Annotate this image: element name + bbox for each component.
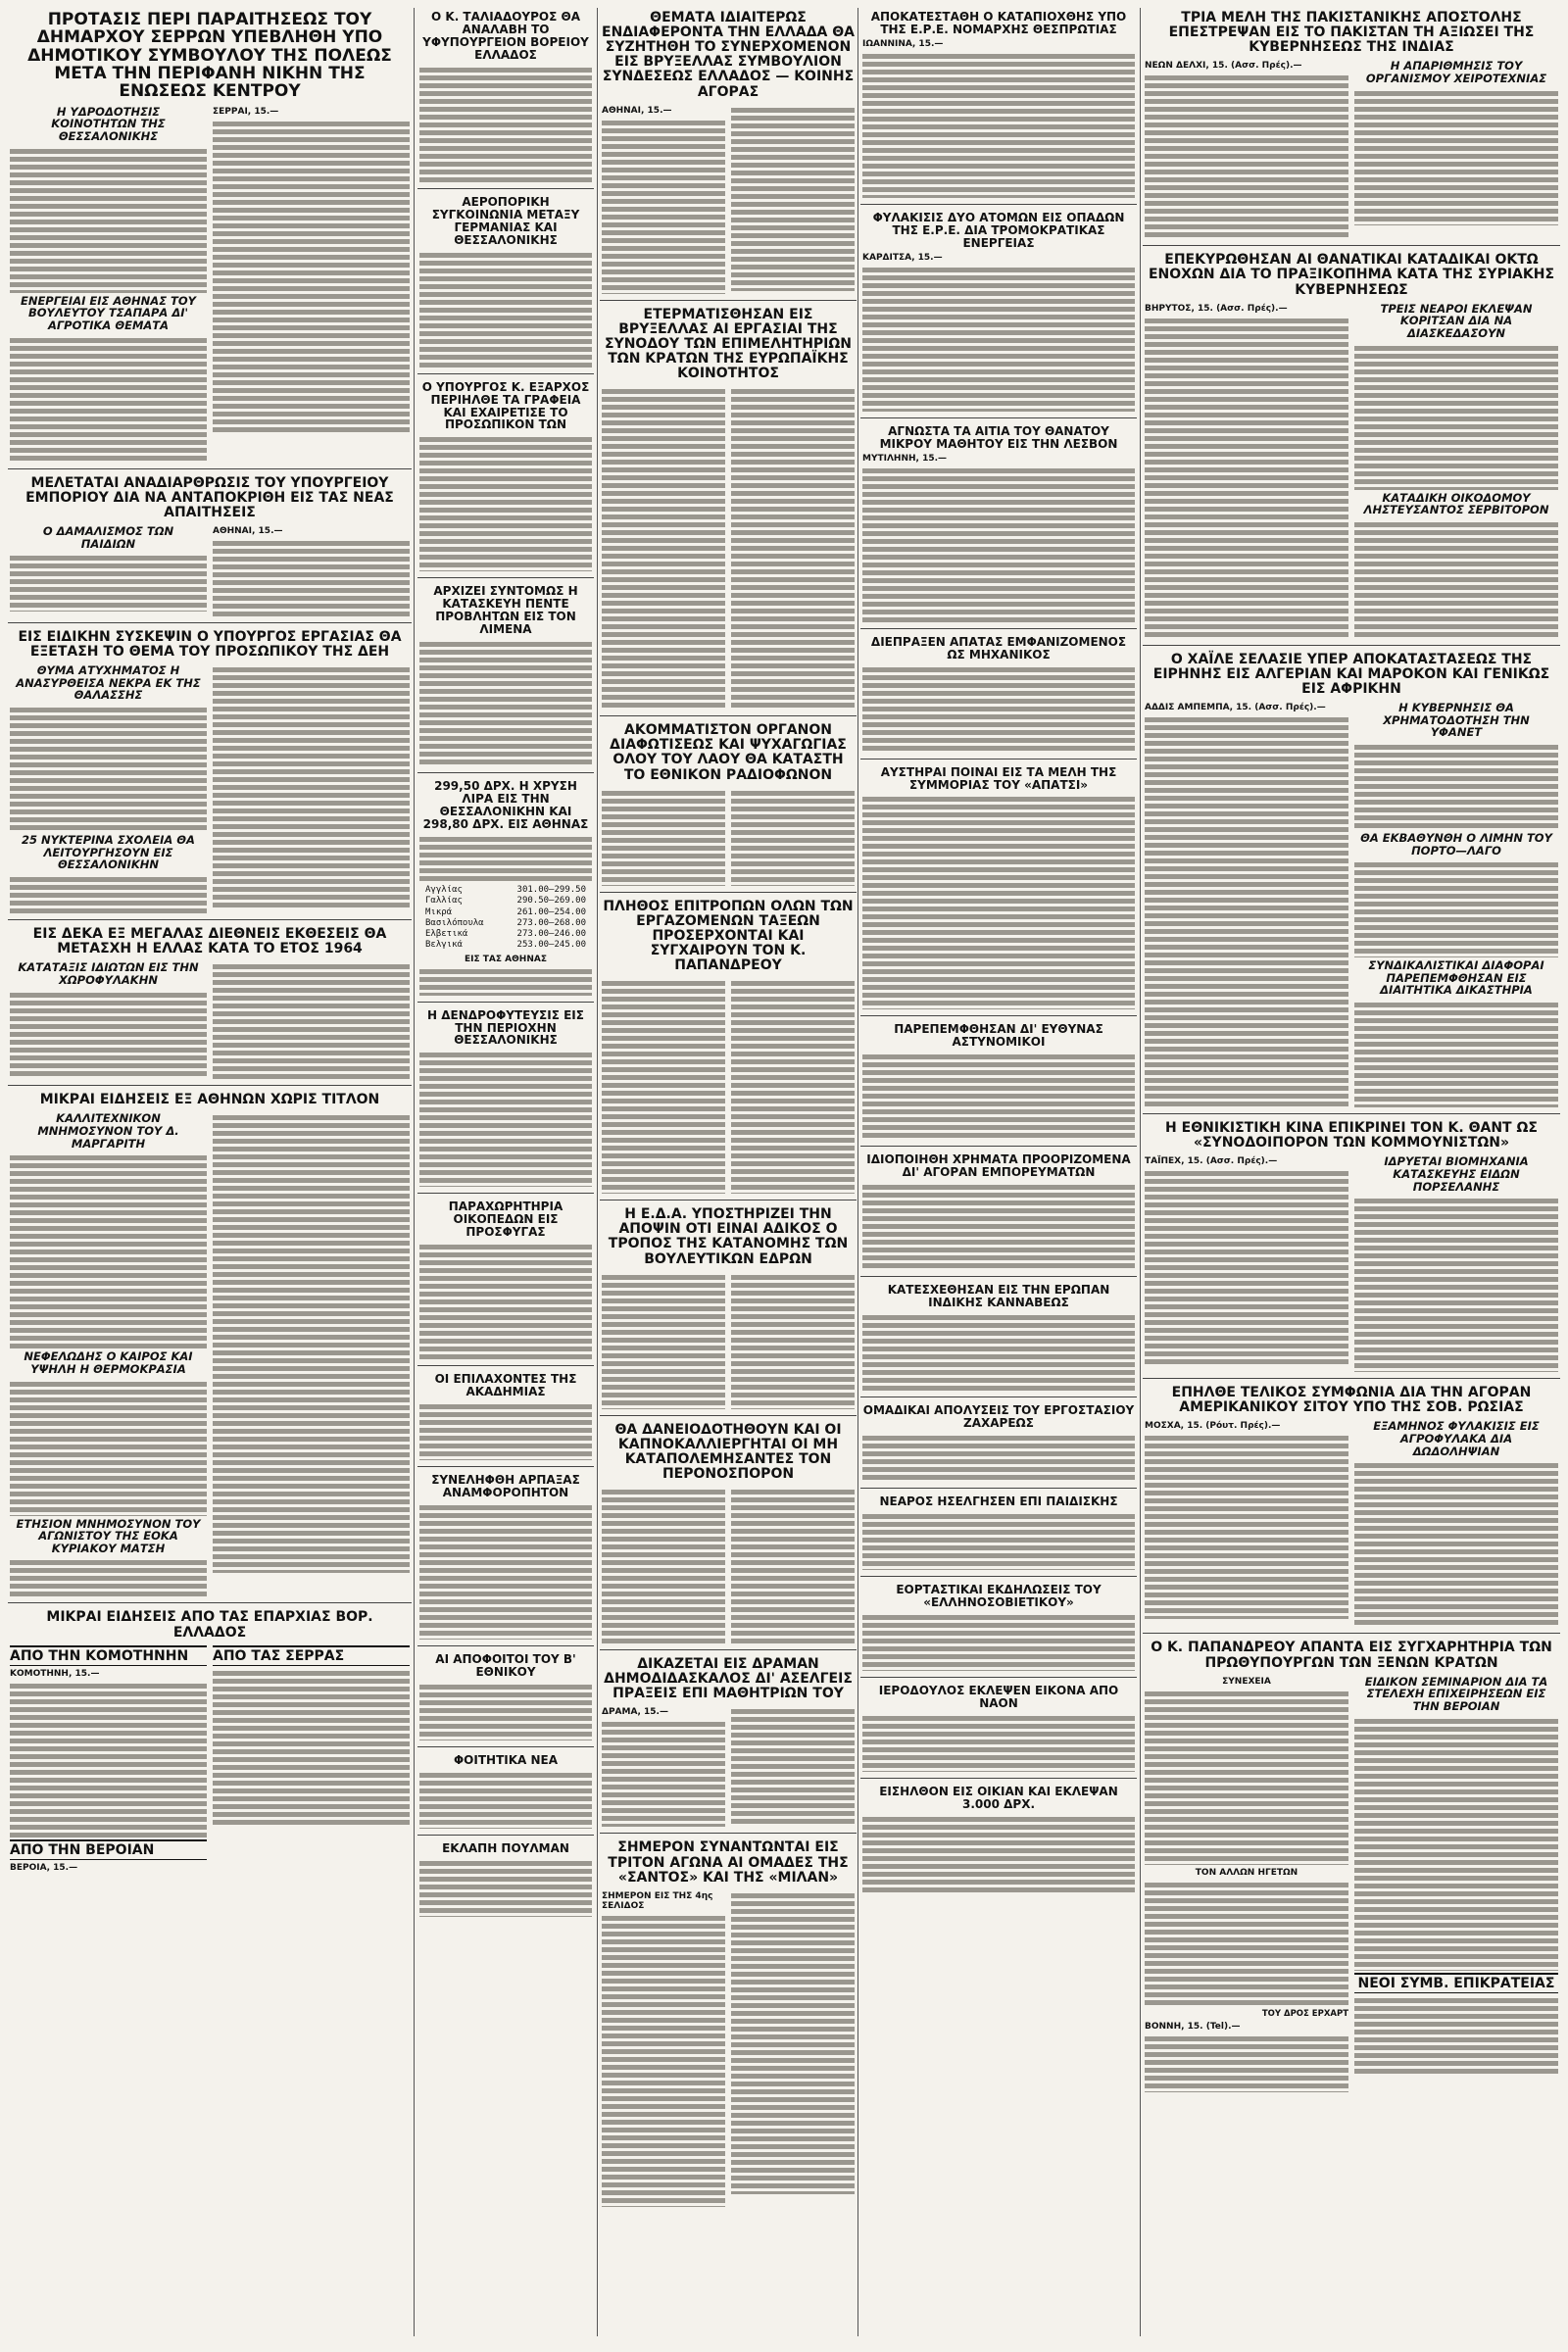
body-text [213, 1668, 410, 1825]
dateline: ΙΩΑΝΝΙΝΑ, 15.— [862, 38, 944, 49]
headline: ΘΑ ΔΑΝΕΙΟΔΟΤΗΘΟΥΝ ΚΑΙ ΟΙ ΚΑΠΝΟΚΑΛΛΙΕΡΓΗΤΑΙ ΟΙ ΜΗ ΚΑΤΑΠΟΛΕΜΗΣΑΝΤΕΣ ΤΟΝ ΠΕΡΟΝΟΣΠΟΡΟΝ [614, 1421, 842, 1482]
article-sugar-factory [860, 1401, 1137, 1489]
column-5 [1143, 8, 1560, 2336]
dateline: ΑΘΗΝΑΙ, 15.— [602, 105, 672, 116]
headline: ΑΥΣΤΗΡΑΙ ΠΟΙΝΑΙ ΕΙΣ ΤΑ ΜΕΛΗ ΤΗΣ ΣΥΜΜΟΡΙΑΣ ΤΟΥ «ΑΠΑΤΣΙ» [880, 764, 1117, 792]
headline: ΟΙ ΕΠΙΛΑΧΟΝΤΕΣ ΤΗΣ ΑΚΑΔΗΜΙΑΣ [434, 1372, 577, 1399]
column-1 [8, 8, 412, 2336]
headline: ΕΠΗΛΘΕ ΤΕΛΙΚΟΣ ΣΥΜΦΩΝΙΑ ΔΙΑ ΤΗΝ ΑΓΟΡΑΝ ΑΜΕΡΙΚΑΝΙΚΟΥ ΣΙΤΟΥ ΥΠΟ ΤΗΣ ΣΟΒ. ΡΩΣΙΑΣ [1171, 1385, 1532, 1416]
body-text [602, 118, 725, 294]
headline: ΕΙΣ ΕΙΔΙΚΗΝ ΣΥΣΚΕΨΙΝ Ο ΥΠΟΥΡΓΟΣ ΕΡΓΑΣΙΑΣ ΘΑ ΕΞΕΤΑΣΗ ΤΟ ΘΕΜΑ ΤΟΥ ΠΡΟΣΩΠΙΚΟΥ ΤΗΣ ΔΕΗ [18, 628, 402, 661]
body-text [419, 639, 592, 766]
subheadline: ΚΑΤΑΔΙΚΗ ΟΙΚΟΔΟΜΟΥ ΛΗΣΤΕΥΣΑΝΤΟΣ ΣΕΡΒΙΤΟΡΟΝ [1363, 490, 1549, 517]
body-text [862, 1511, 1135, 1570]
headline: ΘΕΜΑΤΑ ΙΔΙΑΙΤΕΡΩΣ ΕΝΔΙΑΦΕΡΟΝΤΑ ΤΗΝ ΕΛΛΑΔΑ ΘΑ ΣΥΖΗΤΗΘΗ ΤΟ ΣΥΝΕΡΧΟΜΕΝΟΝ ΕΙΣ ΒΡΥΞΕΛΛΑΣ ΣΥΜΒΟΥΛΙΟΝ ΣΥΝΔΕΣΕΩΣ ΕΛΛΑΔΟΣ — ΚΟΙΝΗΣ ΑΓΟΡΑΣ [602, 10, 855, 100]
row-value: 273.00—268.00 [516, 917, 586, 928]
body-text [10, 146, 207, 293]
headline: ΣΥΝΕΛΗΦΘΗ ΑΡΠΑΞΑΣ ΑΝΑΜΦΟΡΟΠΗΤΟΝ [431, 1473, 580, 1500]
body-text [419, 65, 592, 182]
table-row [425, 929, 586, 940]
headline: ΤΡΙΑ ΜΕΛΗ ΤΗΣ ΠΑΚΙΣΤΑΝΙΚΗΣ ΑΠΟΣΤΟΛΗΣ ΕΠΕΣΤΡΕΨΑΝ ΕΙΣ ΤΟ ΠΑΚΙΣΤΑΝ ΤΗ ΑΞΙΩΣΕΙ ΤΗΣ ΚΥΒΕΡΝΗΣΕΩΣ ΤΗΣ ΙΝΔΙΑΣ [1168, 10, 1535, 56]
body-text [862, 51, 1135, 198]
article-eda-seats [600, 1204, 857, 1415]
body-text [602, 386, 725, 710]
body-text [602, 1719, 725, 1827]
headline: Ο Κ. ΠΑΠΑΝΔΡΕΟΥ ΑΠΑΝΤΑ ΕΙΣ ΣΥΓΧΑΡΗΤΗΡΙΑ ΤΩΝ ΠΡΩΘΥΠΟΥΡΓΩΝ ΤΩΝ ΞΕΝΩΝ ΚΡΑΤΩΝ [1151, 1640, 1552, 1671]
article-provinces-news [8, 1607, 412, 1876]
body-text [731, 105, 855, 291]
article-greek-soviet [860, 1581, 1137, 1678]
subheadline: Η ΚΥΒΕΡΝΗΣΙΣ ΘΑ ΧΡΗΜΑΤΟΔΟΤΗΣΗ ΤΗΝ ΥΦΑΝΕΤ [1383, 700, 1530, 740]
dateline: ΒΟΝΝΗ, 15. (Tel).— [1145, 2021, 1241, 2032]
headline: 299,50 ΔΡΧ. Η ΧΡΥΣΗ ΛΙΡΑ ΕΙΣ ΤΗΝ ΘΕΣΣΑΛΟΝΙΚΗΝ ΚΑΙ 298,80 ΔΡΧ. ΕΙΣ ΑΘΗΝΑΣ [422, 779, 589, 832]
subheadline: ΚΑΤΑΤΑΞΙΣ ΙΔΙΩΤΩΝ ΕΙΣ ΤΗΝ ΧΩΡΟΦΥΛΑΚΗΝ [18, 960, 199, 987]
article-refugee-plots [417, 1198, 594, 1366]
headline: Ο Κ. ΤΑΛΙΑΔΟΥΡΟΣ ΘΑ ΑΝΑΛΑΒΗ ΤΟ ΥΦΥΠΟΥΡΓΕΙΟΝ ΒΟΡΕΙΟΥ ΕΛΛΑΔΟΣ [422, 10, 589, 62]
body-text [1354, 859, 1558, 957]
body-text [731, 1487, 855, 1643]
article-icon-theft [860, 1682, 1137, 1779]
subheadline: ΕΞΑΜΗΝΟΣ ΦΥΛΑΚΙΣΙΣ ΕΙΣ ΑΓΡΟΦΥΛΑΚΑ ΔΙΑ ΔΩΔΟΛΗΨΙΑΝ [1373, 1419, 1540, 1458]
section-label: ΑΠΟ ΤΗΝ ΚΟΜΟΤΗΝΗΝ [10, 1645, 207, 1666]
article-syria-death-sentences [1143, 250, 1560, 645]
section-label: ΤΟΝ ΑΛΛΩΝ ΗΓΕΤΩΝ [1195, 1867, 1298, 1878]
row-label: Αγγλίας [425, 885, 463, 896]
headline: ΕΚΛΑΠΗ ΠΟΥΛΜΑΝ [442, 1840, 569, 1855]
article-stolen-coach [417, 1839, 594, 1923]
row-value: 253.00—245.00 [516, 940, 586, 951]
body-text [1145, 73, 1348, 239]
headline: ΠΑΡΕΠΕΜΦΘΗΣΑΝ ΔΙ' ΕΥΘΥΝΑΣ ΑΣΤΥΝΟΜΙΚΟΙ [894, 1022, 1103, 1050]
row-value: 261.00—254.00 [516, 906, 586, 917]
body-text [1145, 1433, 1348, 1619]
body-text [731, 386, 855, 710]
newspaper-page [8, 8, 1560, 2336]
article-common-market [600, 8, 857, 301]
article-lesvos-student [860, 422, 1137, 629]
dateline: ΜΟΣΧΑ, 15. (Ρόυτ. Πρές).— [1145, 1421, 1281, 1432]
row-label: Ελβετικά [425, 929, 468, 940]
body-text [731, 788, 855, 886]
headline: Η ΕΘΝΙΚΙΣΤΙΚΗ ΚΙΝΑ ΕΠΙΚΡΙΝΕΙ ΤΟΝ Κ. ΘΑΝΤ ΩΣ «ΣΥΝΟΔΟΙΠΟΡΟΝ ΤΩΝ ΚΟΜΜΟΥΝΙΣΤΩΝ» [1165, 1120, 1538, 1152]
body-text [862, 466, 1135, 622]
table-row [425, 907, 586, 918]
table-row [425, 940, 586, 951]
article-air-link [417, 193, 594, 374]
body-text [419, 1858, 592, 1917]
headline: ΑΙ ΑΠΟΦΟΙΤΟΙ ΤΟΥ Β' ΕΘΝΙΚΟΥ [435, 1652, 576, 1680]
body-text [731, 1272, 855, 1409]
article-youth-assault [860, 1493, 1137, 1577]
article-ministry-commerce [8, 473, 412, 623]
column-rule [414, 8, 415, 2336]
subheadline: ΕΝΕΡΓΕΙΑΙ ΕΙΣ ΑΘΗΝΑΣ ΤΟΥ ΒΟΥΛΕΥΤΟΥ ΤΣΑΠΑΡΑ ΔΙ' ΑΓΡΟΤΙΚΑ ΘΕΜΑΤΑ [20, 293, 197, 332]
body-text [1145, 714, 1348, 1106]
article-academy [417, 1370, 594, 1467]
article-papandreou-committees [600, 897, 857, 1201]
dateline: ΣΗΜΕΡΟΝ ΕΙΣ ΤΗΣ 4ης ΣΕΛΙΔΟΣ [602, 1890, 713, 1911]
article-national-radio [600, 720, 857, 892]
body-text [1145, 2034, 1348, 2092]
row-value: 301.00—299.50 [516, 885, 586, 896]
body-text [213, 119, 410, 432]
headline: ΠΛΗΘΟΣ ΕΠΙΤΡΟΠΩΝ ΟΛΩΝ ΤΩΝ ΕΡΓΑΖΟΜΕΝΩΝ ΤΑΞΕΩΝ ΠΡΟΣΕΡΧΟΝΤΑΙ ΚΑΙ ΣΥΓΧΑΙΡΟΥΝ ΤΟΝ Κ. ΠΑΠΑΝΔΡΕΟΥ [603, 898, 854, 974]
body-text [10, 1557, 207, 1596]
body-text [862, 1182, 1135, 1270]
headline: ΑΠΟΚΑΤΕΣΤΑΘΗ Ο ΚΑΤΑΠΙΟΧΘΗΣ ΥΠΟ ΤΗΣ Ε.Ρ.Ε. ΝΟΜΑΡΧΗΣ ΘΕΣΠΡΩΤΙΑΣ [870, 10, 1127, 36]
subheadline: ΕΤΗΣΙΟΝ ΜΝΗΜΟΣΥΝΟΝ ΤΟΥ ΑΓΩΝΙΣΤΟΥ ΤΗΣ ΕΟΚΑ ΚΥΡΙΑΚΟΥ ΜΑΤΣΗ [16, 1516, 201, 1555]
headline: ΜΕΛΕΤΑΤΑΙ ΑΝΑΔΙΑΡΘΡΩΣΙΣ ΤΟΥ ΥΠΟΥΡΓΕΙΟΥ ΕΜΠΟΡΙΟΥ ΔΙΑ ΝΑ ΑΝΤΑΠΟΚΡΙΘΗ ΕΙΣ ΤΑΣ ΝΕΑΣ ΑΠΑΙΤΗΣΕΙΣ [25, 474, 394, 520]
article-labour-minister [8, 627, 412, 920]
headline: ΚΑΤΕΣΧΕΘΗΣΑΝ ΕΙΣ ΤΗΝ ΕΡΩΠΑΝ ΙΝΔΙΚΗΣ ΚΑΝΝΑΒΕΩΣ [887, 1283, 1110, 1310]
headline: ΑΕΡΟΠΟΡΙΚΗ ΣΥΓΚΟΙΝΩΝΙΑ ΜΕΤΑΞΥ ΓΕΡΜΑΝΙΑΣ ΚΑΙ ΘΕΣΣΑΛΟΝΙΚΗΣ [431, 194, 580, 247]
body-text [862, 1814, 1135, 1892]
dateline: ΚΟΜΟΤΗΝΗ, 15.— [10, 1668, 100, 1679]
body-text [1354, 742, 1558, 830]
article-arrest [417, 1471, 594, 1646]
headline: ΦΟΙΤΗΤΙΚΑ ΝΕΑ [453, 1753, 559, 1767]
body-text [1145, 1880, 1348, 2007]
row-label: Βασιλόπουλα [425, 917, 484, 928]
body-text [10, 1681, 207, 1838]
body-text [419, 1502, 592, 1640]
subheadline: ΚΑΛΛΙΤΕΧΝΙΚΟΝ ΜΝΗΜΟΣΥΝΟΝ ΤΟΥ Δ. ΜΑΡΓΑΡΙΤΗ [37, 1111, 179, 1151]
headline: ΝΕΑΡΟΣ ΗΣΕΛΓΗΣΕΝ ΕΠΙ ΠΑΙΔΙΣΚΗΣ [879, 1494, 1118, 1509]
body-text [862, 1052, 1135, 1140]
body-text [602, 1272, 725, 1409]
headline: Ο ΧΑΪΛΕ ΣΕΛΑΣΙΕ ΥΠΕΡ ΑΠΟΚΑΤΑΣΤΑΣΕΩΣ ΤΗΣ ΕΙΡΗΝΗΣ ΕΙΣ ΑΛΓΕΡΙΑΝ ΚΑΙ ΜΑΡΟΚΟΝ ΚΑΙ ΓΕΝΙΚΩΣ ΕΙΣ ΑΦΡΙΚΗΝ [1152, 651, 1550, 697]
article-tree-planting [417, 1006, 594, 1195]
body-text [10, 990, 207, 1078]
dateline: ΒΕΡΟΙΑ, 15.— [10, 1862, 78, 1873]
subheadline: ΝΕΟΙ ΣΥΜΒ. ΕΠΙΚΡΑΤΕΙΑΣ [1354, 1973, 1558, 1993]
article-exarchos [417, 378, 594, 579]
subheadline: Η ΥΔΡΟΔΟΤΗΣΙΣ ΚΟΙΝΟΤΗΤΩΝ ΤΗΣ ΘΕΣΣΑΛΟΝΙΚΗΣ [51, 104, 166, 144]
headline: ΕΙΣ ΔΕΚΑ ΕΞ ΜΕΓΑΛΑΣ ΔΙΕΘΝΕΙΣ ΕΚΘΕΣΕΙΣ ΘΑ ΜΕΤΑΣΧΗ Η ΕΛΛΑΣ ΚΑΤΑ ΤΟ ΕΤΟΣ 1964 [32, 926, 387, 957]
article-drama-teacher [600, 1654, 857, 1834]
body-text [419, 1401, 592, 1460]
body-text [419, 250, 592, 368]
article-tobacco-loans [600, 1420, 857, 1650]
article-house-theft [860, 1783, 1137, 1898]
headline: ΔΙΕΠΡΑΞΕΝ ΑΠΑΤΑΣ ΕΜΦΑΝΙΖΟΜΕΝΟΣ ΩΣ ΜΗΧΑΝΙΚΟΣ [870, 634, 1127, 662]
body-text [419, 1242, 592, 1359]
body-text [419, 834, 592, 883]
body-text [10, 335, 207, 463]
article-gold-sovereign [417, 777, 594, 1002]
article-piers [417, 582, 594, 773]
dateline: ΑΘΗΝΑΙ, 15.— [213, 525, 283, 536]
body-text [1354, 1460, 1558, 1627]
article-brussels-chambers [600, 305, 857, 717]
headline: ΟΜΑΔΙΚΑΙ ΑΠΟΛΥΣΕΙΣ ΤΟΥ ΕΡΓΟΣΤΑΣΙΟΥ ΖΑΧΑΡΕΩΣ [862, 1403, 1135, 1431]
column-rule [597, 8, 598, 2336]
body-text [419, 1770, 592, 1829]
body-text [731, 1890, 855, 2194]
headline: ΦΥΛΑΚΙΣΙΣ ΔΥΟ ΑΤΟΜΩΝ ΕΙΣ ΟΠΑΔΩΝ ΤΗΣ Ε.Ρ.Ε. ΔΙΑ ΤΡΟΜΟΚΡΑΤΙΚΑΣ ΕΝΕΡΓΕΙΑΣ [872, 210, 1125, 250]
body-text [731, 978, 855, 1194]
headline: ΜΙΚΡΑΙ ΕΙΔΗΣΕΙΣ ΑΠΟ ΤΑΣ ΕΠΑΡΧΙΑΣ ΒΟΡ. ΕΛΛΑΔΟΣ [46, 1609, 373, 1641]
body-text [1354, 1196, 1558, 1372]
body-text [10, 705, 207, 832]
article-taliadouros [417, 8, 594, 189]
body-text [862, 265, 1135, 412]
body-text [1145, 1168, 1348, 1364]
article-ere-imprisonment [860, 209, 1137, 418]
body-text [602, 788, 725, 886]
headline: ΠΡΟΤΑΣΙΣ ΠΕΡΙ ΠΑΡΑΙΤΗΣΕΩΣ ΤΟΥ ΔΗΜΑΡΧΟΥ ΣΕΡΡΩΝ ΥΠΕΒΛΗΘΗ ΥΠΟ ΔΗΜΟΤΙΚΟΥ ΣΥΜΒΟΥΛΟΥ ΤΗΣ ΠΟΛΕΩΣ ΜΕΤΑ ΤΗΝ ΠΕΡΙΦΑΝΗ ΝΙΚΗΝ ΤΗΣ ΕΝΩΣΕΩΣ ΚΕΝΤΡΟΥ [27, 10, 392, 102]
article-haile-selassie [1143, 650, 1560, 1114]
body-text [1145, 1689, 1348, 1865]
subheadline: ΝΕΦΕΛΩΔΗΣ Ο ΚΑΙΡΟΣ ΚΑΙ ΥΨΗΛΗ Η ΘΕΡΜΟΚΡΑΣΙΑ [24, 1349, 193, 1376]
body-text [862, 1612, 1135, 1671]
article-santos-milan [600, 1838, 857, 2212]
headline: ΕΟΡΤΑΣΤΙΚΑΙ ΕΚΔΗΛΩΣΕΙΣ ΤΟΥ «ΕΛΛΗΝΟΣΟΒΙΕΤΙΚΟΥ» [896, 1583, 1102, 1610]
article-prefect-thesprotia [860, 8, 1137, 205]
headline: ΕΠΕΚΥΡΩΘΗΣΑΝ ΑΙ ΘΑΝΑΤΙΚΑΙ ΚΑΤΑΔΙΚΑΙ ΟΚΤΩ ΕΝΟΧΩΝ ΔΙΑ ΤΟ ΠΡΑΞΙΚΟΠΗΜΑ ΚΑΤΑ ΤΗΣ ΣΥΡΙΑΚΗΣ ΚΥΒΕΡΝΗΣΕΩΣ [1148, 252, 1555, 298]
table-row [425, 885, 586, 896]
article-pakistan-mission [1143, 8, 1560, 246]
headline: ΕΙΣΗΛΘΟΝ ΕΙΣ ΟΙΚΙΑΝ ΚΑΙ ΕΚΛΕΨΑΝ 3.000 ΔΡΧ. [879, 1784, 1118, 1811]
body-text [1354, 1995, 1558, 2074]
column-3 [600, 8, 857, 2336]
body-text [862, 1433, 1135, 1482]
body-text [10, 1152, 207, 1348]
body-text [1354, 88, 1558, 225]
dateline: ΑΔΔΙΣ ΑΜΠΕΜΠΑ, 15. (Ασσ. Πρές).— [1145, 702, 1326, 712]
headline: Η ΔΕΝΔΡΟΦΥΤΕΥΣΙΣ ΕΙΣ ΤΗΝ ΠΕΡΙΟΧΗΝ ΘΕΣΣΑΛΟΝΙΚΗΣ [427, 1007, 584, 1048]
body-text [862, 664, 1135, 753]
headline: Ο ΥΠΟΥΡΓΟΣ Κ. ΕΞΑΡΧΟΣ ΠΕΡΙΗΛΘΕ ΤΑ ΓΡΑΦΕΙΑ ΚΑΙ ΕΧΑΙΡΕΤΙΣΕ ΤΟ ΠΡΟΣΩΠΙΚΟΝ ΤΩΝ [421, 379, 590, 432]
article-cannabis [860, 1281, 1137, 1397]
subheadline: Ο ΔΑΜΑΛΙΣΜΟΣ ΤΩΝ ΠΑΙΔΙΩΝ [42, 523, 174, 551]
body-text [1354, 1000, 1558, 1107]
body-text [1354, 343, 1558, 490]
subheadline: ΙΔΡΥΕΤΑΙ ΒΙΟΜΗΧΑΝΙΑ ΚΑΤΑΣΚΕΥΗΣ ΕΙΔΩΝ ΠΟΡΣΕΛΑΝΗΣ [1384, 1154, 1529, 1194]
article-embezzlement [860, 1151, 1137, 1277]
subheadline: Η ΑΠΑΡΙΘΜΗΣΙΣ ΤΟΥ ΟΡΓΑΝΙΣΜΟΥ ΧΕΙΡΟΤΕΧΝΙΑΣ [1365, 59, 1547, 85]
row-label: Γαλλίας [425, 896, 463, 906]
body-text [419, 1050, 592, 1187]
body-text [419, 1682, 592, 1740]
subheadline: ΤΡΕΙΣ ΝΕΑΡΟΙ ΕΚΛΕΨΑΝ ΚΟΡΙΤΣΑΝ ΔΙΑ ΝΑ ΔΙΑΣΚΕΔΑΣΟΥΝ [1380, 301, 1533, 340]
subheadline: ΘΥΜΑ ΑΤΥΧΗΜΑΤΟΣ Η ΑΝΑΣΥΡΘΕΙΣΑ ΝΕΚΡΑ ΕΚ ΤΗΣ ΘΑΛΑΣΣΗΣ [16, 663, 201, 703]
column-rule [1140, 8, 1141, 2336]
subheadline: 25 ΝΥΚΤΕΡΙΝΑ ΣΧΟΛΕΙΑ ΘΑ ΛΕΙΤΟΥΡΓΗΣΟΥΝ ΕΙΣ ΘΕΣΣΑΛΟΝΙΚΗΝ [22, 833, 195, 872]
section-label: ΣΥΝΕΧΕΙΑ [1222, 1676, 1271, 1687]
subheadline: ΕΙΔΙΚΟΝ ΣΕΜΙΝΑΡΙΟΝ ΔΙΑ ΤΑ ΣΤΕΛΕΧΗ ΕΠΙΧΕΙΡΗΣΕΩΝ ΕΙΣ ΤΗΝ ΒΕΡΟΙΑΝ [1364, 1674, 1548, 1713]
headline: Η Ε.Δ.Α. ΥΠΟΣΤΗΡΙΖΕΙ ΤΗΝ ΑΠΟΨΙΝ ΟΤΙ ΕΙΝΑΙ ΑΔΙΚΟΣ Ο ΤΡΟΠΟΣ ΤΗΣ ΚΑΤΑΝΟΜΗΣ ΤΩΝ ΒΟΥΛΕΥΤΙΚΩΝ ΕΔΡΩΝ [608, 1206, 849, 1267]
body-text [602, 1487, 725, 1643]
body-text [10, 553, 207, 612]
headline: ΔΙΚΑΖΕΤΑΙ ΕΙΣ ΔΡΑΜΑΝ ΔΗΜΟΔΙΔΑΣΚΑΛΟΣ ΔΙ' ΑΣΕΛΓΕΙΣ ΠΡΑΞΕΙΣ ΕΠΙ ΜΑΘΗΤΡΙΩΝ ΤΟΥ [604, 1656, 853, 1702]
article-papandreou-replies [1143, 1638, 1560, 2097]
headline: ΣΗΜΕΡΟΝ ΣΥΝΑΝΤΩΝΤΑΙ ΕΙΣ ΤΡΙΤΟΝ ΑΓΩΝΑ ΑΙ ΟΜΑΔΕΣ ΤΗΣ «ΣΑΝΤΟΣ» ΚΑΙ ΤΗΣ «ΜΙΛΑΝ» [608, 1839, 849, 1886]
body-text [1354, 1716, 1558, 1971]
article-student-news [417, 1751, 594, 1836]
column-4 [860, 8, 1137, 2336]
article-graduates [417, 1650, 594, 1747]
body-text [862, 1312, 1135, 1391]
headline: ΜΙΚΡΑΙ ΕΙΔΗΣΕΙΣ ΕΞ ΑΘΗΝΩΝ ΧΩΡΙΣ ΤΙΤΛΟΝ [39, 1092, 380, 1108]
body-text [1354, 519, 1558, 637]
body-text [731, 1706, 855, 1824]
table-caption: ΕΙΣ ΤΑΣ ΑΘΗΝΑΣ [465, 954, 547, 964]
row-label: Βελγικά [425, 940, 463, 951]
article-wheat-agreement [1143, 1383, 1560, 1634]
body-text [602, 1913, 725, 2207]
table-row [425, 896, 586, 906]
body-text [213, 1112, 410, 1573]
row-value: 273.00—246.00 [516, 929, 586, 940]
headline: ΙΔΙΟΠΟΙΗΘΗ ΧΡΗΜΑΤΑ ΠΡΟΟΡΙΖΟΜΕΝΑ ΔΙ' ΑΓΟΡΑΝ ΕΜΠΟΡΕΥΜΑΤΩΝ [866, 1152, 1131, 1180]
body-text [862, 794, 1135, 1009]
body-text [10, 874, 207, 913]
byline: ΤΟΥ ΔΡΟΣ ΕΡΧΑΡΤ [1261, 2008, 1348, 2019]
body-text [419, 966, 592, 996]
row-value: 290.50—269.00 [516, 896, 586, 906]
headline: ΕΤΕΡΜΑΤΙΣΘΗΣΑΝ ΕΙΣ ΒΡΥΞΕΛΛΑΣ ΑΙ ΕΡΓΑΣΙΑΙ ΤΗΣ ΣΥΝΟΔΟΥ ΤΩΝ ΕΠΙΜΕΛΗΤΗΡΙΩΝ ΤΩΝ ΚΡΑΤΩΝ ΤΗΣ ΕΥΡΩΠΑΪΚΗΣ ΚΟΙΝΟΤΗΤΟΣ [605, 306, 852, 382]
article-fake-engineer [860, 633, 1137, 760]
body-text [1145, 316, 1348, 639]
gold-price-table [425, 885, 586, 952]
dateline: ΒΗΡΥΤΟΣ, 15. (Ασσ. Πρές).— [1145, 303, 1288, 314]
body-text [213, 538, 410, 616]
subheadline: ΘΑ ΕΚΒΑΘΥΝΘΗ Ο ΛΙΜΗΝ ΤΟΥ ΠΟΡΤΟ—ΛΑΓΟ [1360, 830, 1552, 858]
body-text [862, 1713, 1135, 1772]
headline: ΑΓΝΩΣΤΑ ΤΑ ΑΙΤΙΑ ΤΟΥ ΘΑΝΑΤΟΥ ΜΙΚΡΟΥ ΜΑΘΗΤΟΥ ΕΙΣ ΤΗΝ ΛΕΣΒΟΝ [879, 423, 1118, 451]
body-text [213, 664, 410, 909]
headline: ΑΡΧΙΖΕΙ ΣΥΝΤΟΜΩΣ Η ΚΑΤΑΣΚΕΥΗ ΠΕΝΤΕ ΠΡΟΒΛΗΤΩΝ ΕΙΣ ΤΟΝ ΛΙΜΕΝΑ [433, 584, 578, 637]
body-text [419, 434, 592, 571]
table-row [425, 918, 586, 929]
headline: ΙΕΡΟΔΟΥΛΟΣ ΕΚΛΕΨΕΝ ΕΙΚΟΝΑ ΑΠΟ ΝΑΟΝ [878, 1683, 1119, 1710]
body-text [213, 961, 410, 1079]
headline: ΠΑΡΑΧΩΡΗΤΗΡΙΑ ΟΙΚΟΠΕΔΩΝ ΕΙΣ ΠΡΟΣΦΥΓΑΣ [448, 1200, 564, 1240]
headline: ΑΚΟΜΜΑΤΙΣΤΟΝ ΟΡΓΑΝΟΝ ΔΙΑΦΩΤΙΣΕΩΣ ΚΑΙ ΨΥΧΑΓΩΓΙΑΣ ΟΛΟΥ ΤΟΥ ΛΑΟΥ ΘΑ ΚΑΤΑΣΤΗ ΤΟ ΕΘΝΙΚΟΝ ΡΑΔΙΟΦΩΝΟΝ [610, 722, 847, 783]
row-label: Μικρά [425, 906, 453, 917]
article-nationalist-china [1143, 1118, 1560, 1379]
body-text [10, 1379, 207, 1516]
dateline: ΤΑΪΠΕΧ, 15. (Ασσ. Πρές).— [1145, 1156, 1278, 1167]
article-exhibitions-1964 [8, 924, 412, 1086]
column-2 [417, 8, 594, 2336]
dateline: ΣΕΡΡΑΙ, 15.— [213, 106, 279, 117]
subheadline: ΣΥΝΔΙΚΑΛΙΣΤΙΚΑΙ ΔΙΑΦΟΡΑΙ ΠΑΡΕΠΕΜΦΘΗΣΑΝ ΕΙΣ ΔΙΑΙΤΗΤΙΚΑ ΔΙΚΑΣΤΗΡΙΑ [1368, 958, 1544, 998]
dateline: ΚΑΡΔΙΤΣΑ, 15.— [862, 252, 943, 263]
dateline: ΜΥΤΙΛΗΝΗ, 15.— [862, 453, 948, 464]
article-apatsi-gang [860, 763, 1137, 1017]
section-label: ΑΠΟ ΤΗΝ ΒΕΡΟΙΑΝ [10, 1839, 207, 1860]
dateline: ΝΕΩΝ ΔΕΛΧΙ, 15. (Ασσ. Πρές).— [1145, 61, 1302, 72]
article-mayor-serres [8, 8, 412, 469]
article-small-news-athens [8, 1090, 412, 1603]
dateline: ΔΡΑΜΑ, 15.— [602, 1707, 668, 1718]
section-label: ΑΠΟ ΤΑΣ ΣΕΡΡΑΣ [213, 1645, 410, 1666]
article-police-referred [860, 1020, 1137, 1147]
body-text [602, 978, 725, 1194]
